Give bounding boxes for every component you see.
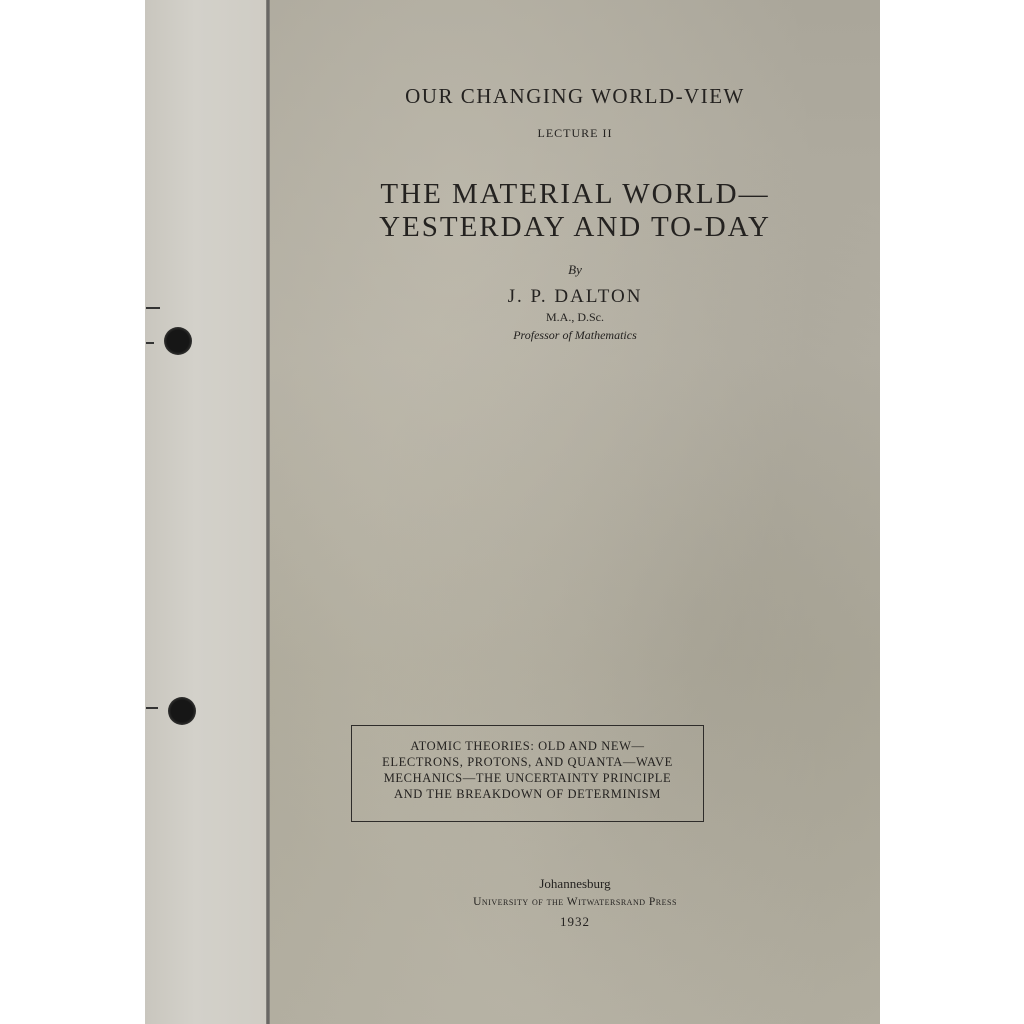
contents-line: ATOMIC THEORIES: OLD AND NEW— [410,739,645,753]
pamphlet-cover [270,0,880,1024]
margin-mark [146,307,160,309]
contents-line: AND THE BREAKDOWN OF DETERMINISM [394,787,661,801]
lecture-number: LECTURE II [537,126,613,140]
contents-line: MECHANICS—THE UNCERTAINTY PRINCIPLE [383,771,672,785]
publisher-name: University of the Witwatersrand Press [473,896,677,908]
main-title [270,178,880,244]
contents-box [351,725,704,822]
margin-mark [146,707,158,709]
publication-year: 1932 [560,914,590,929]
punch-hole-bottom [168,697,196,725]
by-line: By [568,262,582,277]
punch-hole-top [164,327,192,355]
author-degrees: M.A., D.Sc. [545,310,604,324]
main-title-line-2: YESTERDAY AND TO-DAY [379,211,771,243]
author-position: Professor of Mathematics [513,328,637,342]
author-name: J. P. DALTON [507,286,643,307]
contents-line: ELECTRONS, PROTONS, AND QUANTA—WAVE [382,755,673,769]
margin-mark [146,342,154,344]
binding-spine [145,0,270,1024]
publisher-city: Johannesburg [539,876,611,891]
main-title-line-1: THE MATERIAL WORLD— [380,178,770,210]
series-title: OUR CHANGING WORLD-VIEW [405,84,745,108]
